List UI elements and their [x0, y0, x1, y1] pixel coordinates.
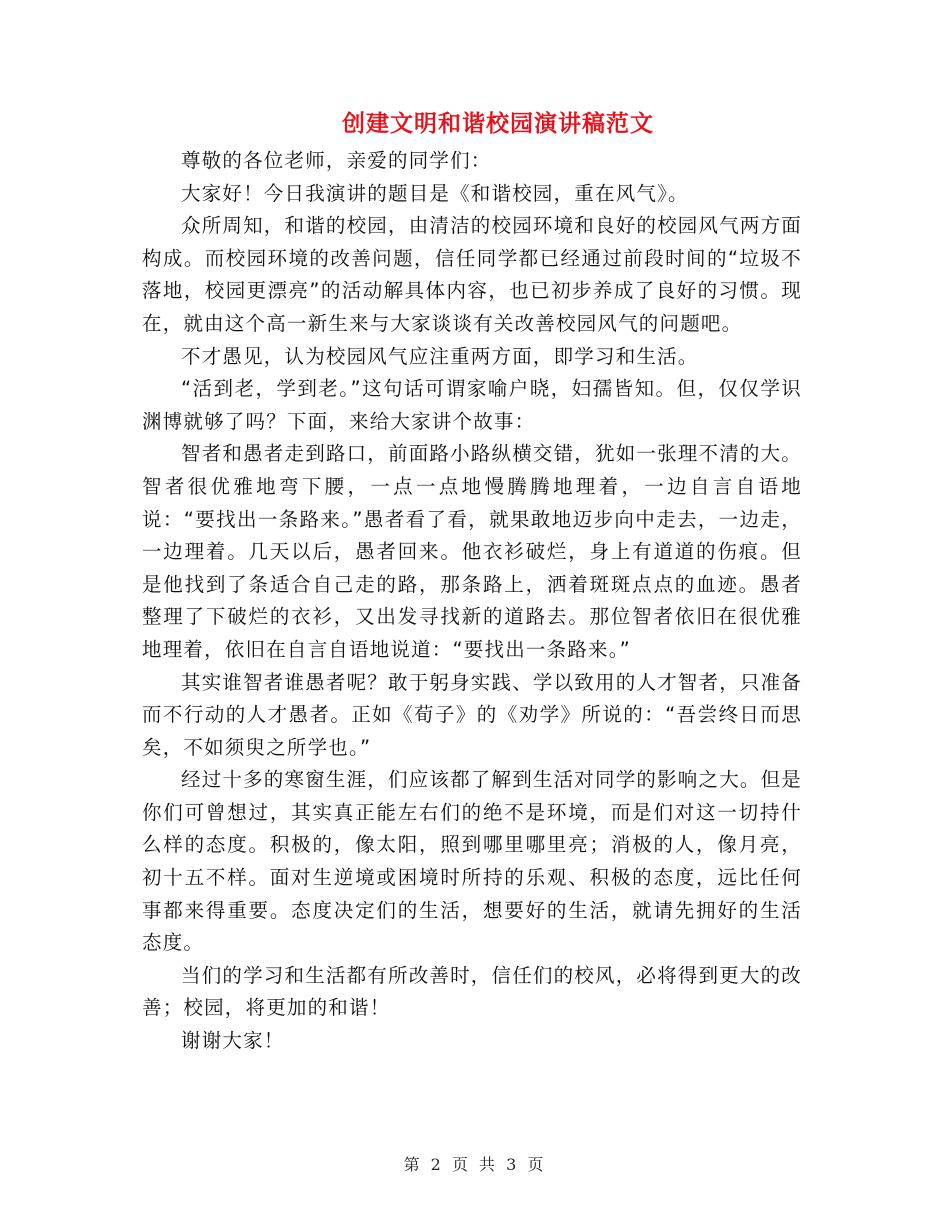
document-title: 创建文明和谐校园演讲稿范文: [342, 110, 654, 137]
paragraph: 其实谁智者谁愚者呢？敢于躬身实践、学以致用的人才智者，只准备而不行动的人才愚者。正如《荀子》的《劝学》所说的：“吾尝终日而思矣，不如须臾之所学也。”: [142, 670, 803, 759]
paragraph: 智者和愚者走到路口，前面路小路纵横交错，犹如一张理不清的大。智者很优雅地弯下腰，一点一点地慢腾腾地理着，一边自言自语地说：“要找出一条路来。”愚者看了看，就果敢地迈步向中走去，一边走，一边理着。几天以后，愚者回来。他衣衫破烂，身上有道道的伤痕。但是他找到了条适合自己走的路，那条路上，洒着斑斑点点的血迹。愚者整理了下破烂的衣衫，又出发寻找新的道路去。那位智者依旧在很优雅地理着，依旧在自言自语地说道：“要找出一条路来。”: [142, 442, 803, 661]
document-body: [142, 145, 802, 1058]
paragraph-salutation: 尊敬的各位老师，亲爱的同学们：: [181, 149, 492, 172]
paragraph-closing: 谢谢大家！: [181, 1029, 285, 1053]
paragraph-greeting: 大家好！今日我演讲的题目是《和谐校园，重在风气》。: [181, 181, 689, 205]
paragraph: 不才愚见，认为校园风气应注重两方面，即学习和生活。: [181, 344, 699, 368]
paragraph: 当们的学习和生活都有所改善时，信任们的校风，必将得到更大的改善；校园，将更加的和谐！: [142, 963, 803, 1020]
page-number-footer: 第 2 页 共 3 页: [403, 1155, 547, 1174]
paragraph: 众所周知，和谐的校园，由清洁的校园环境和良好的校园风气两方面构成。而校园环境的改善问题，信任同学都已经通过前段时间的“垃圾不落地，校园更漂亮”的活动解具体内容，也已初步养成了良好的习惯。现在，就由这个高一新生来与大家谈谈有关改善校园风气的问题吧。: [142, 214, 803, 335]
paragraph: “活到老，学到老。”这句话可谓家喻户晓，妇孺皆知。但，仅仅学识渊博就够了吗？下面，来给大家讲个故事：: [142, 377, 802, 433]
paragraph: 经过十多的寒窗生涯，们应该都了解到生活对同学的影响之大。但是你们可曾想过，其实真正能左右们的绝不是环境，而是们对这一切持什么样的态度。积极的，像太阳，照到哪里哪里亮；消极的人，像月亮，初十五不样。面对生逆境或困境时所持的乐观、积极的态度，远比任何事都来得重要。态度决定们的生活，想要好的生活，就请先拥好的生活态度。: [142, 768, 803, 955]
